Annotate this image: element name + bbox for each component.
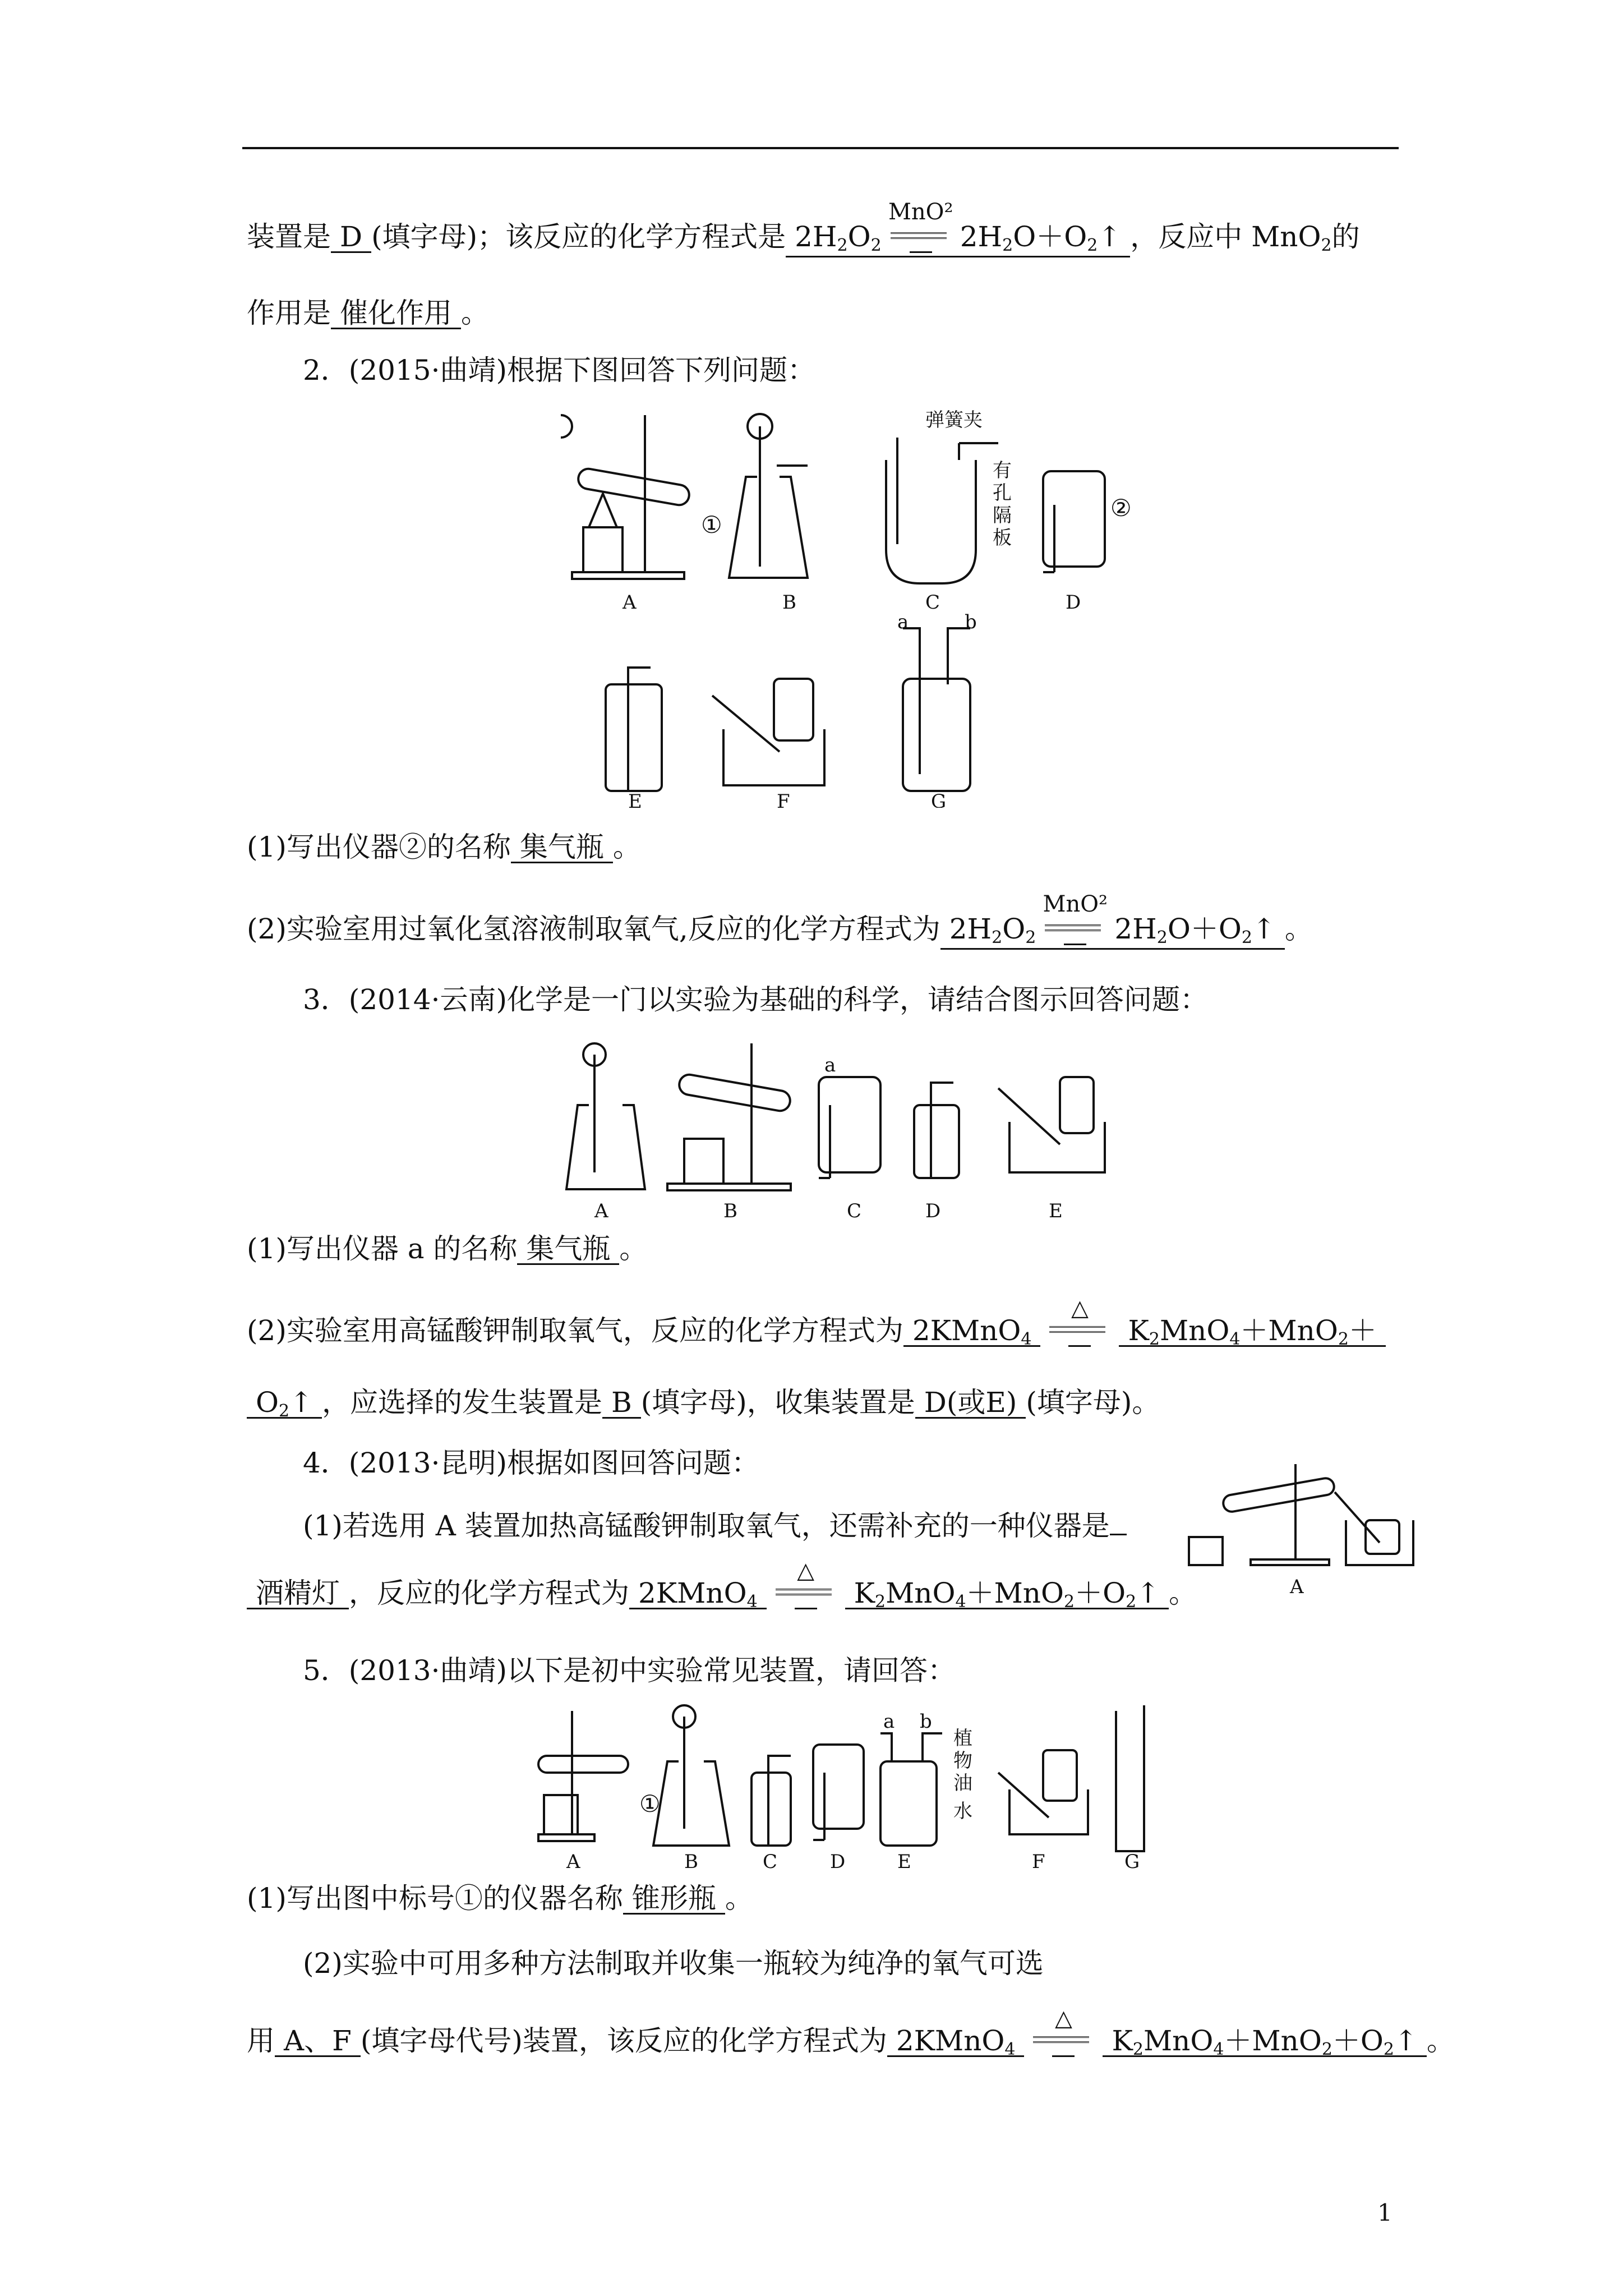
text: ＋MnO (1224, 2024, 1322, 2057)
text: 。 (612, 831, 641, 863)
equation-blank: $2H_2O_2$ MnO² $2H_2O+O_2↑$ (786, 222, 1130, 257)
text: MnO (1159, 1314, 1230, 1347)
label-b: B (723, 1200, 737, 1222)
text: 用 (247, 2024, 275, 2057)
text: ，反应的化学方程式为 (349, 1577, 629, 1609)
apparatus-b-flask (653, 1705, 729, 1846)
equation-blank: $2H_2O_2$ MnO² $2H_2O+O_2↑$ (940, 914, 1285, 950)
circled-1: ① (639, 1790, 661, 1818)
equation-blank: 2KMnO$_4$ (903, 1316, 1041, 1347)
condition-text: MnO² (888, 199, 953, 225)
label-c: C (925, 591, 940, 614)
annot-a: a (883, 1710, 895, 1733)
q5-sub-1 (247, 1881, 753, 1915)
q3-sub-3 (247, 1386, 1160, 1419)
label-e: E (628, 790, 642, 808)
text: ＋MnO (966, 1577, 1064, 1609)
text: (填字母代号)装置，该反应的化学方程式为 (360, 2024, 887, 2057)
label-a: A (623, 591, 637, 614)
text: K (1128, 1314, 1149, 1347)
text: (2)实验室用高锰酸钾制取氧气，反应的化学方程式为 (247, 1314, 903, 1347)
text: K (854, 1577, 875, 1609)
text: O (847, 220, 871, 253)
apparatus-a-flask (566, 1043, 645, 1189)
label-b: B (782, 591, 796, 614)
condition-text: △ (797, 1558, 815, 1584)
answer-blank: D (331, 222, 371, 253)
text: O (1002, 913, 1026, 945)
annot-a: a (897, 611, 909, 633)
q2-title: 2．(2015·曲靖)根据下图回答下列问题： (303, 354, 815, 386)
apparatus-b-heating (667, 1043, 792, 1190)
text: MnO (886, 1577, 956, 1609)
text: (1)写出图中标号①的仪器名称 (247, 1882, 623, 1915)
condition-text: MnO² (1043, 891, 1108, 917)
answer-blank: 集气瓶 (517, 1234, 619, 1265)
text: (1)若选用 A 装置加热高锰酸钾制取氧气，还需补充的一种仪器是 (303, 1510, 1110, 1542)
q3-sub-2 (247, 1295, 1386, 1350)
text: ，反应中 MnO (1130, 220, 1321, 253)
annot-spring-clip: 弹簧夹 (925, 409, 983, 431)
answer-blank: 锥形瓶 (623, 1884, 725, 1915)
text: ＋O (1332, 2024, 1384, 2057)
apparatus-d-bottle (914, 1083, 959, 1178)
label-a: A (566, 1851, 580, 1873)
annot-plate-2: 隔 (993, 504, 1012, 527)
apparatus-c-u-tube (561, 415, 998, 583)
text: 2H (960, 220, 1003, 253)
q4-apparatus-figure (1183, 1453, 1419, 1604)
text: ↑ (1136, 1577, 1160, 1609)
equation-blank: 2KMnO$_4$ (887, 2026, 1025, 2057)
q5-apparatus-figure (527, 1700, 1155, 1874)
q3-title: 3．(2014·云南)化学是一门以实验为基础的科学，请结合图示回答问题： (303, 983, 1208, 1016)
apparatus-g-bottle (903, 628, 970, 791)
q4-sub-2 (247, 1558, 1197, 1612)
label-d: D (1066, 591, 1081, 614)
q4-sub-1 (303, 1509, 1127, 1543)
annot-plate-3: 板 (993, 527, 1012, 549)
label-d: D (830, 1851, 846, 1873)
annot-oil-0: 植 (953, 1727, 972, 1750)
text: (填字母)。 (1026, 1386, 1160, 1419)
label-e: E (1049, 1200, 1063, 1222)
answer-blank: A、F (275, 2026, 361, 2057)
apparatus-g-cylinder (1116, 1705, 1144, 1851)
annot-b: b (920, 1710, 932, 1733)
annot-b: b (965, 611, 977, 633)
text: 2KMnO (896, 2024, 1005, 2057)
answer-blank: B (602, 1388, 641, 1419)
text: MnO (1143, 2024, 1214, 2057)
apparatus-d-bottle (1043, 471, 1105, 572)
label-g: G (1124, 1851, 1140, 1873)
apparatus-e-trough (998, 1077, 1105, 1172)
q3-sub-1 (247, 1232, 647, 1266)
text: ＋ (1348, 1314, 1377, 1347)
apparatus-c-bottle (819, 1077, 880, 1178)
line-0: 装置是 D (填字母)；该反应的化学方程式是 $2H_2O_2$ MnO² $2H_2O+O_2↑$ ，反应中 MnO$_2$的 (247, 220, 1360, 257)
label-a: A (594, 1200, 608, 1222)
label-f: F (777, 790, 790, 808)
text: ↑ (289, 1386, 313, 1419)
q2-apparatus-figure (561, 404, 1155, 808)
text: ＋MnO (1240, 1314, 1338, 1347)
q3-apparatus-figure (555, 1038, 1127, 1223)
label-e: E (897, 1851, 911, 1873)
text: 。 (1284, 913, 1313, 945)
text: O＋O (1167, 913, 1242, 945)
apparatus-f-trough (712, 679, 824, 785)
text: O (256, 1386, 279, 1419)
text: K (1112, 2024, 1133, 2057)
text: (2)实验室用过氧化氢溶液制取氧气,反应的化学方程式为 (247, 913, 940, 945)
apparatus-d-bottle (813, 1745, 864, 1840)
q2-sub-2 (247, 891, 1313, 950)
reaction-condition (1046, 1295, 1113, 1350)
q5-sub-3 (247, 2005, 1455, 2060)
apparatus-c-bottle (751, 1756, 791, 1846)
reaction-condition (772, 1558, 840, 1612)
text: 。 (619, 1232, 648, 1265)
label-f: F (1032, 1851, 1045, 1873)
annot-plate-0: 有 (993, 459, 1012, 482)
condition-text: △ (1055, 2005, 1072, 2031)
line-1 (247, 296, 489, 330)
annot-a: a (824, 1054, 836, 1076)
circled-1: ① (701, 511, 722, 539)
equation-blank: $K_2MnO_4+MnO_2+O_2↑$ (845, 1579, 1169, 1609)
text: ↑ (1394, 2024, 1418, 2057)
annot-plate-1: 孔 (993, 482, 1012, 504)
answer-blank: D(或E) (915, 1388, 1026, 1419)
answer-blank: 酒精灯 (247, 1579, 349, 1609)
answer-blank-start (1110, 1534, 1127, 1535)
condition-text: △ (1071, 1295, 1089, 1321)
apparatus-e-bottle (606, 668, 662, 791)
answer-blank: 集气瓶 (511, 832, 613, 863)
answer-blank: 催化作用 (331, 298, 461, 329)
text: 。 (461, 297, 489, 329)
apparatus-f-trough (998, 1750, 1088, 1834)
equation-blank: $O_2↑$ (247, 1388, 322, 1419)
apparatus-b-flask (729, 414, 808, 578)
annot-water: 水 (953, 1800, 972, 1823)
text: (1)写出仪器 a 的名称 (247, 1232, 518, 1265)
q5-sub-2: (2)实验中可用多种方法制取并收集一瓶较为纯净的氧气可选 (303, 1947, 1044, 1980)
text: 的 (1331, 220, 1360, 253)
text: (1)写出仪器②的名称 (247, 831, 511, 863)
page-number: 1 (1377, 2199, 1393, 2226)
text: 2KMnO (638, 1577, 747, 1609)
reaction-condition (1030, 2005, 1097, 2060)
text: 。 (1169, 1577, 1197, 1609)
equation-blank: 2KMnO$_4$ (629, 1579, 767, 1609)
annot-oil-1: 物 (953, 1750, 972, 1772)
equation-blank: $K_2MnO_4+MnO_2+$ (1119, 1316, 1385, 1347)
text: ＋O (1075, 1577, 1126, 1609)
text: 2H (949, 913, 992, 945)
apparatus-e-bottle (880, 1733, 942, 1846)
label-d: D (925, 1200, 941, 1222)
text: 装置是 (247, 220, 331, 253)
text: ↑ (1098, 220, 1122, 253)
reaction-condition (1041, 891, 1109, 948)
circled-2: ② (1110, 494, 1132, 522)
label-g: G (931, 790, 947, 808)
text: 。 (725, 1882, 753, 1915)
text: ，应选择的发生装置是 (322, 1386, 602, 1419)
text: 2H (795, 220, 837, 253)
apparatus-a-heating (572, 415, 691, 579)
text: 。 (1426, 2024, 1455, 2057)
text: 2KMnO (912, 1314, 1021, 1347)
q2-sub-1 (247, 830, 641, 864)
annot-oil-2: 油 (953, 1772, 972, 1795)
label-c: C (847, 1200, 862, 1222)
label-a: A (1290, 1576, 1304, 1598)
text: 作用是 (247, 297, 331, 329)
label-c: C (763, 1851, 778, 1873)
q4-title: 4．(2013·昆明)根据如图回答问题： (303, 1447, 759, 1479)
equation-blank: $K_2MnO_4+MnO_2+O_2↑$ (1103, 2026, 1426, 2057)
header-rule (242, 147, 1399, 149)
q5-title: 5．(2013·曲靖)以下是初中实验常见装置，请回答： (303, 1654, 956, 1687)
text: 2H (1114, 913, 1157, 945)
text: (填字母)；该反应的化学方程式是 (371, 220, 786, 253)
text: ↑ (1252, 913, 1276, 945)
text: (填字母)，收集装置是 (640, 1386, 915, 1419)
apparatus-a-heating (538, 1711, 628, 1841)
label-b: B (684, 1851, 698, 1873)
reaction-condition (887, 199, 955, 256)
text: O＋O (1013, 220, 1087, 253)
